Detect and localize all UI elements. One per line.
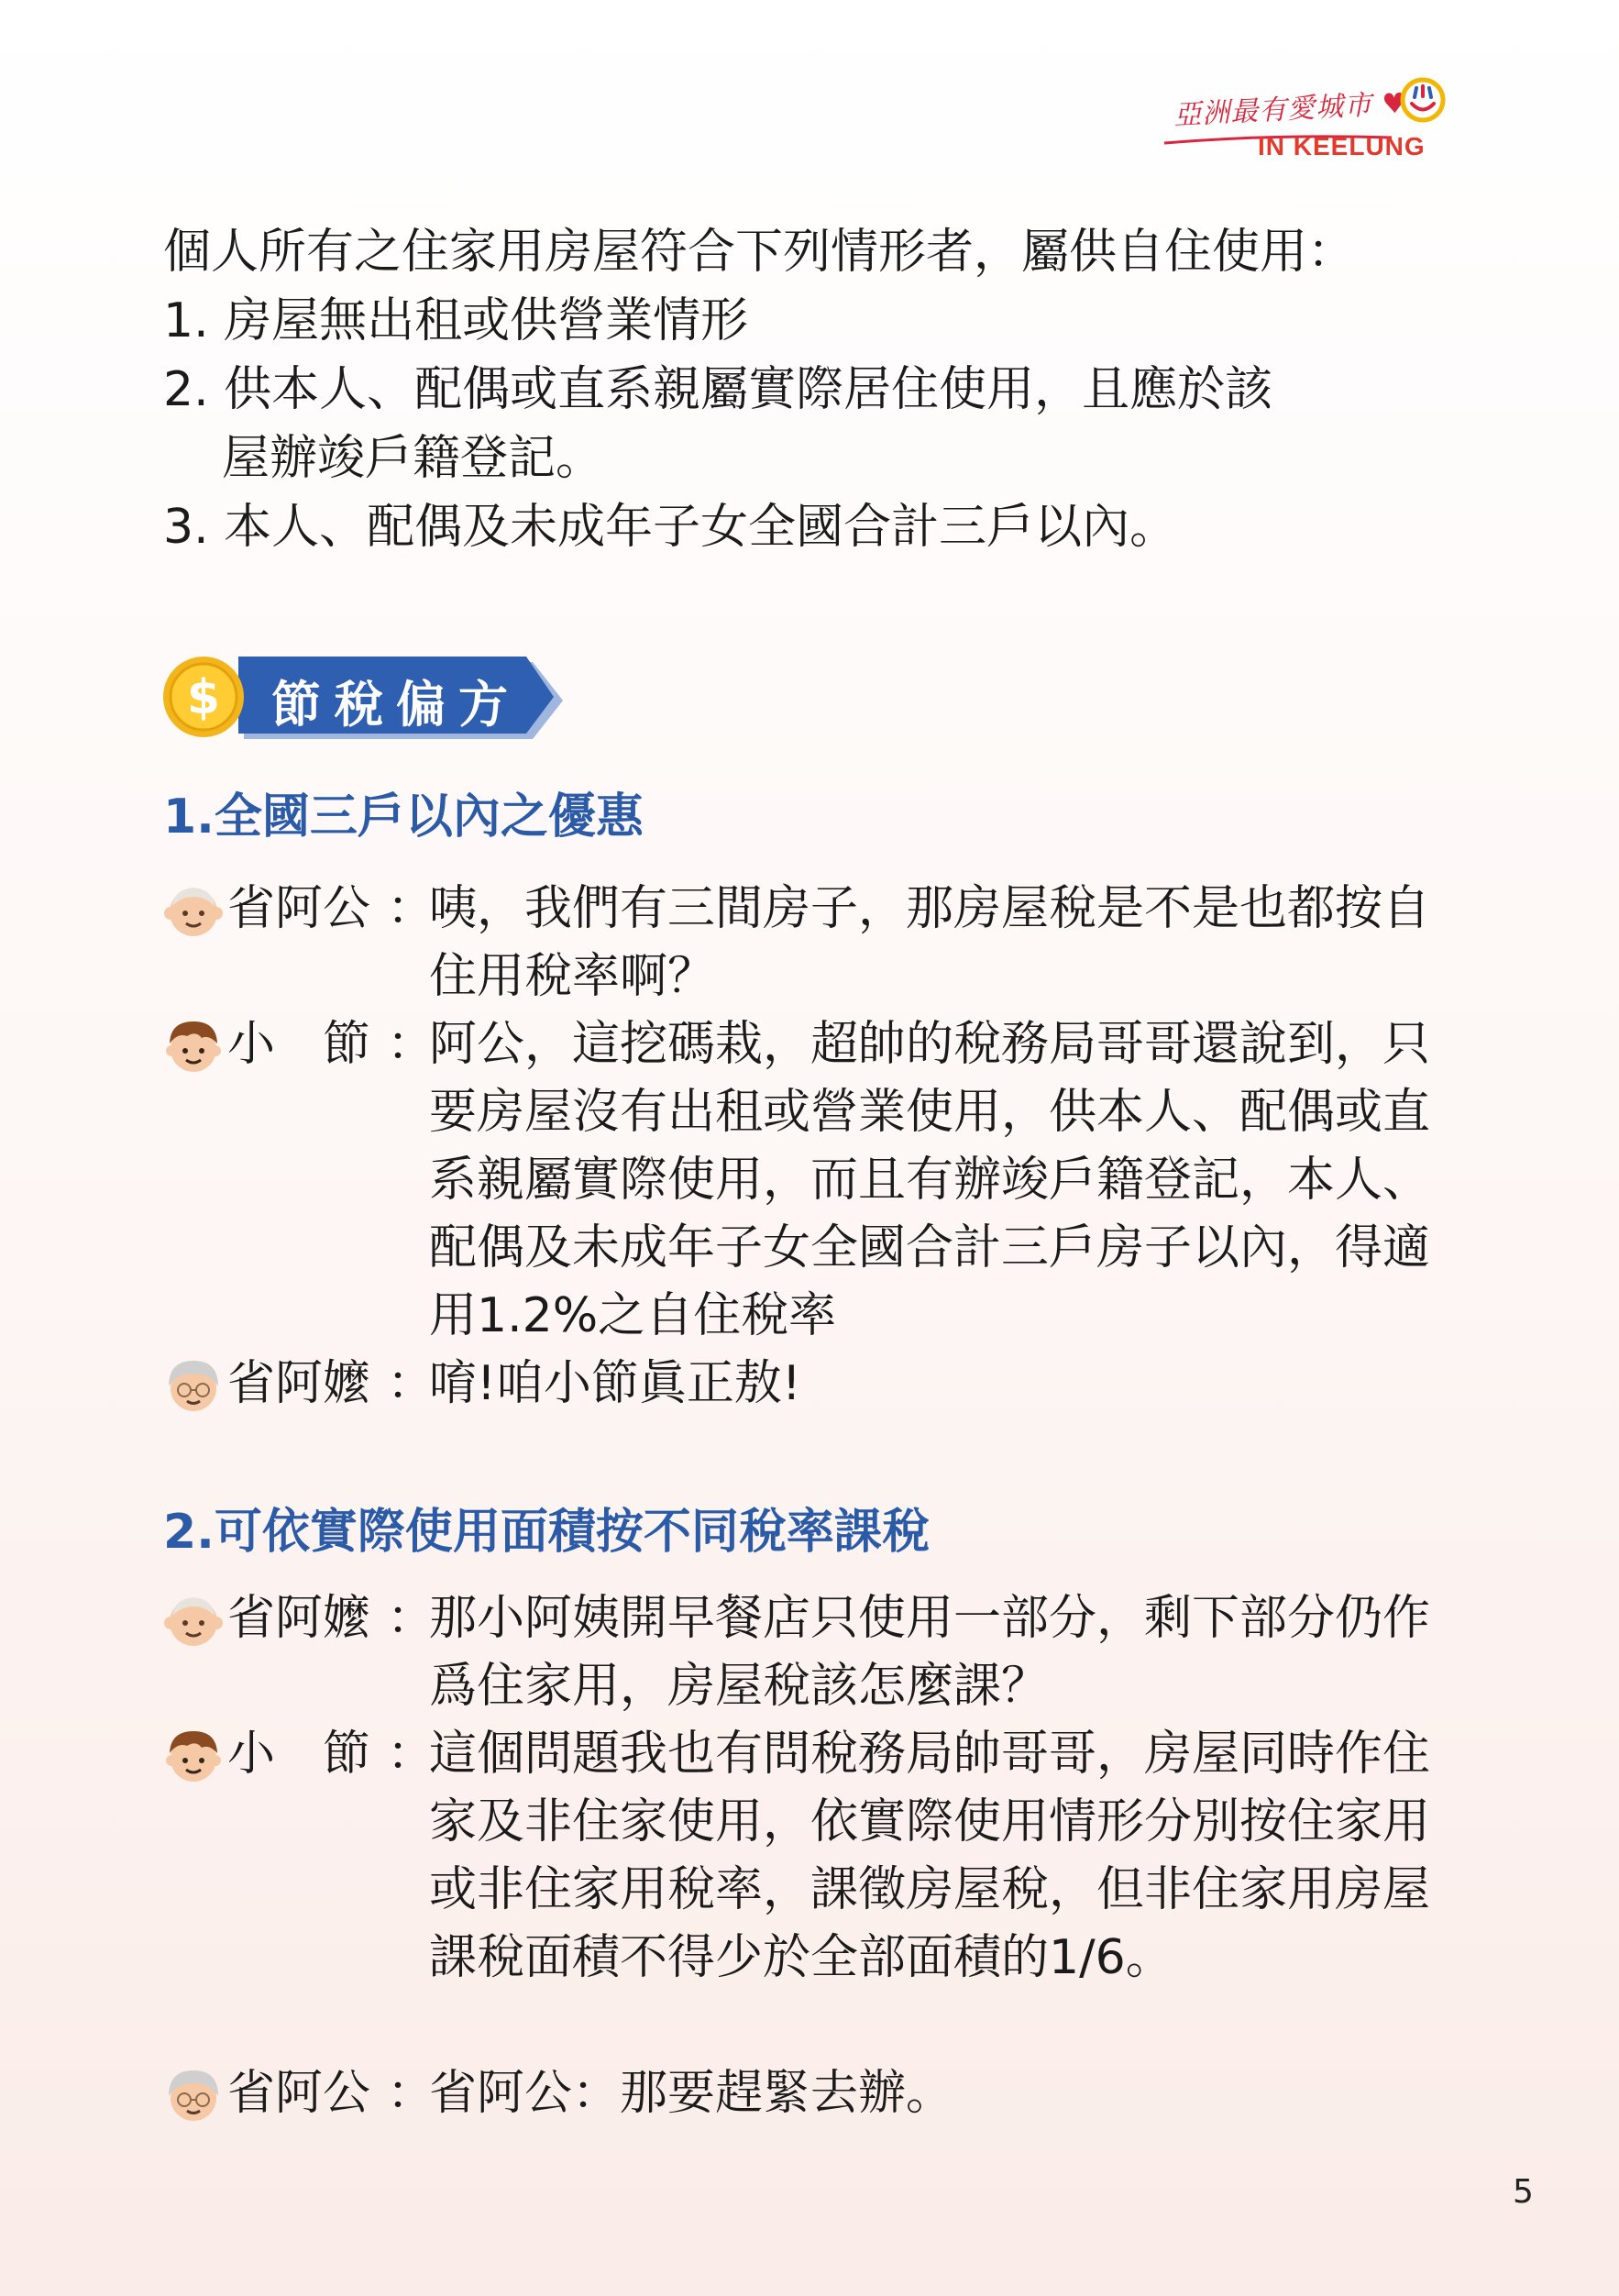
speaker-colon: ：: [387, 1591, 435, 1646]
speaker-name: 小 節: [227, 1017, 371, 1072]
grandma-face-icon: [161, 1353, 226, 1418]
intro-item: 1. 房屋無出租或供營業情形: [163, 293, 749, 348]
speaker-name: 小 節: [227, 1727, 371, 1782]
dialog-line: [161, 875, 1472, 1010]
intro-item: 2. 供本人、配偶或直系親屬實際居住使用，且應於該: [163, 362, 1273, 417]
speech-text: 咦，我們有三間房子，那房屋稅是不是也都按自住用稅率啊？: [429, 881, 1431, 1004]
badge-title: 節稅偏方: [271, 676, 521, 734]
page-number: 5: [1513, 2173, 1534, 2211]
dollar-coin-icon: [163, 657, 244, 737]
speaker-colon: ：: [387, 1727, 435, 1782]
speaker-colon: ：: [387, 1356, 435, 1411]
dialog-1: [161, 875, 1472, 1418]
dialog-2: [161, 1584, 1472, 2127]
dialog-line: [161, 1350, 1472, 1418]
section-title-2: 2.可依實際使用面積按不同稅率課稅: [163, 1505, 930, 1560]
speech-text: 唷!咱小節眞正敖!: [429, 1356, 801, 1411]
dialog-line: [161, 1720, 1472, 2059]
logo-script-text: 亞洲最有愛城市 ♥: [1173, 87, 1409, 132]
speaker-colon: ：: [387, 2066, 435, 2121]
dialog-line: [161, 1584, 1472, 1720]
smile-logo-icon: [1396, 73, 1449, 127]
boy-face-icon: [161, 1014, 226, 1078]
grandpa-face-icon: [161, 878, 226, 943]
speech-text: 省阿公：那要趕緊去辦。: [429, 2066, 954, 2121]
svg-text:$: $: [186, 670, 221, 725]
in-keelung-logo: [1162, 73, 1456, 174]
section-badge: [161, 653, 565, 745]
intro-lead: 個人所有之住家用房屋符合下列情形者，屬供自住使用：: [163, 225, 1356, 280]
intro-item-continuation: 屋辦竣戶籍登記。: [222, 431, 604, 486]
speech-text: 阿公，這挖碼栽，超帥的稅務局哥哥還說到，只要房屋沒有出租或營業使用，供本人、配偶或直系親屬實際使用，而且有辦竣戶籍登記，本人、配偶及未成年子女全國合計三戶房子以內，得適用1.2%之自住稅率: [429, 1017, 1431, 1343]
dialog-line: [161, 1010, 1472, 1350]
speaker-name: 省阿公: [227, 2066, 371, 2121]
speech-text: 那小阿姨開早餐店只使用一部分，剩下部分仍作爲住家用，房屋稅該怎麼課？: [429, 1591, 1431, 1714]
logo-city-text: IN KEELUNG: [1258, 132, 1426, 160]
boy-face-icon: [161, 1724, 226, 1788]
grandpa-face-icon: [161, 1588, 226, 1652]
speaker-colon: ：: [387, 881, 435, 936]
speaker-name: 省阿嬤: [227, 1356, 371, 1411]
speaker-colon: ：: [387, 1017, 435, 1072]
section-title-1: 1.全國三戶以內之優惠: [163, 789, 644, 844]
speaker-name: 省阿嬤: [227, 1591, 371, 1646]
intro-block: [163, 218, 1465, 562]
dialog-line: [161, 2059, 1472, 2127]
speaker-name: 省阿公: [227, 881, 371, 936]
speech-text: 這個問題我也有問稅務局帥哥哥，房屋同時作住家及非住家使用，依實際使用情形分別按住家用或非住家用稅率，課徵房屋稅，但非住家用房屋課稅面積不得少於全部面積的1/6。: [429, 1727, 1431, 1985]
intro-item: 3. 本人、配偶及未成年子女全國合計三戶以內。: [163, 500, 1178, 555]
grandma-face-icon: [161, 2063, 226, 2127]
